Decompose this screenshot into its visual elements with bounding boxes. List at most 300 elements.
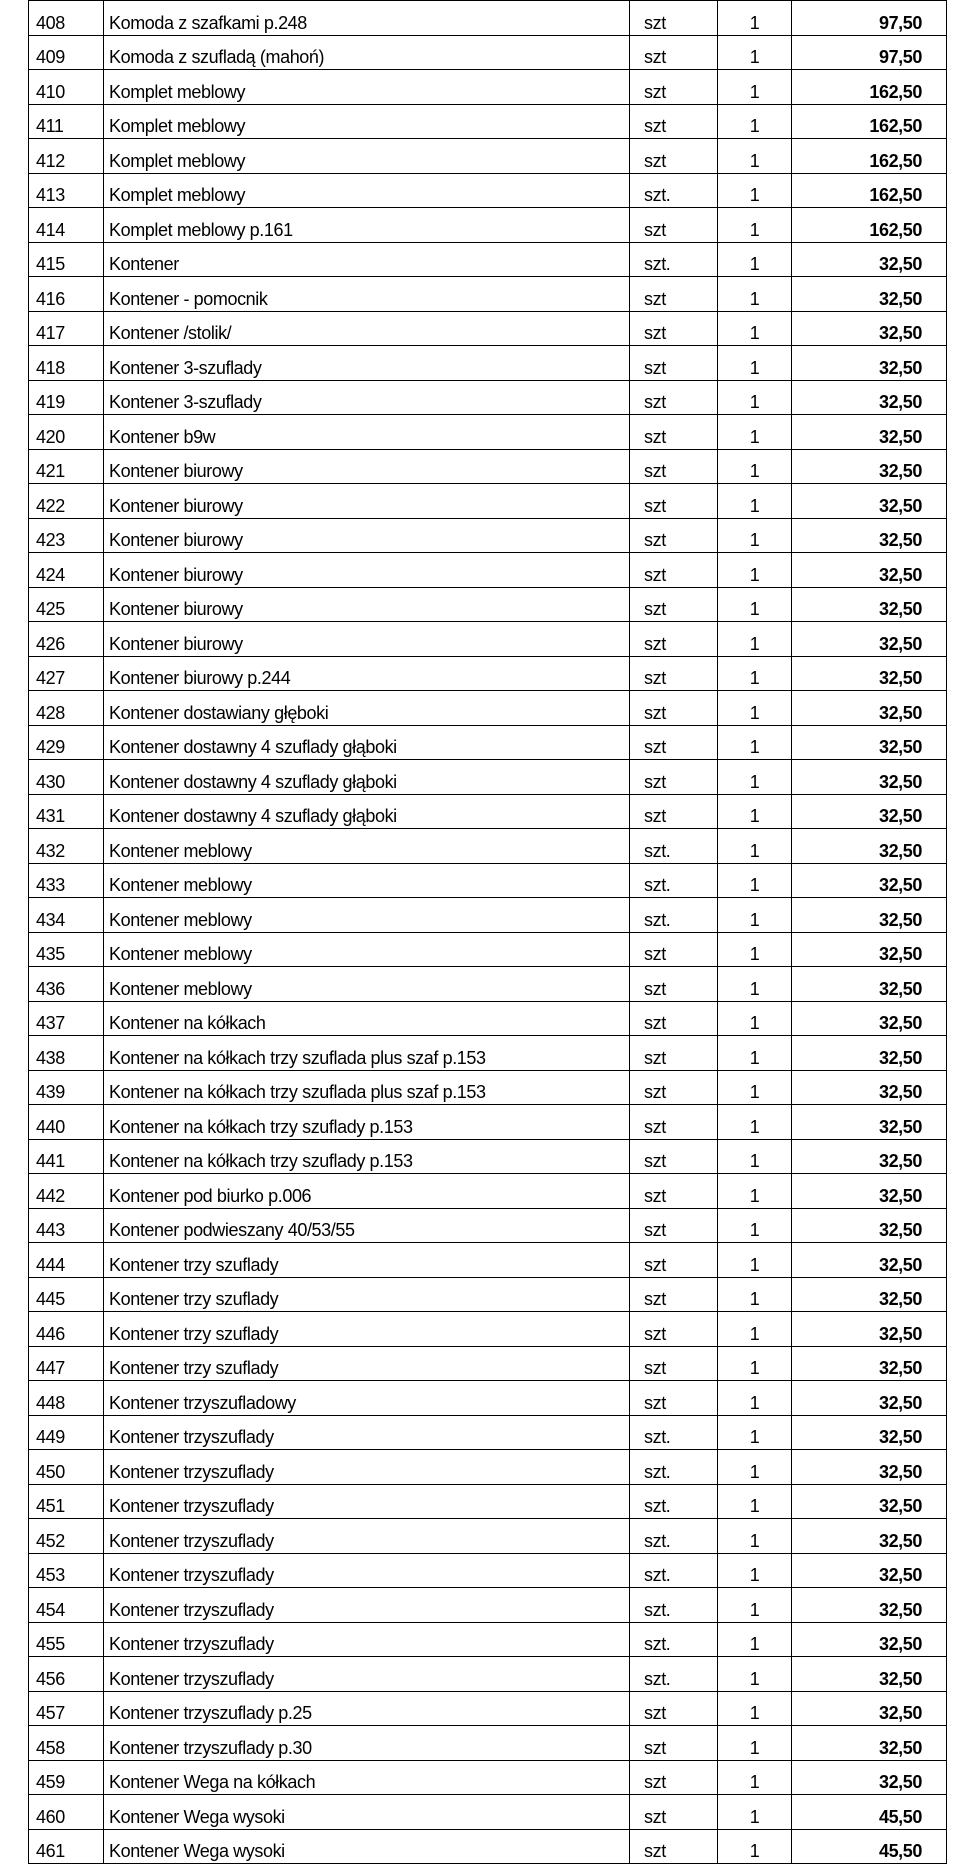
item-name-cell: Kontener trzy szuflady: [104, 1277, 630, 1312]
quantity-cell: 1: [718, 829, 792, 864]
price-cell: 32,50: [792, 967, 947, 1002]
quantity-cell: 1: [718, 1001, 792, 1036]
quantity-cell: 1: [718, 967, 792, 1002]
price-cell: 32,50: [792, 1760, 947, 1795]
table-row: [29, 622, 947, 657]
item-number-cell: 410: [29, 70, 104, 105]
unit-cell: szt: [630, 760, 718, 795]
table-row: [29, 1381, 947, 1416]
unit-cell: szt.: [630, 1415, 718, 1450]
item-number-cell: 428: [29, 691, 104, 726]
item-name-cell: Kontener trzyszuflady: [104, 1657, 630, 1692]
item-number-cell: 436: [29, 967, 104, 1002]
price-cell: 32,50: [792, 380, 947, 415]
item-number-cell: 437: [29, 1001, 104, 1036]
table-row: [29, 553, 947, 588]
unit-cell: szt.: [630, 1484, 718, 1519]
price-cell: 32,50: [792, 1346, 947, 1381]
item-name-cell: Kontener meblowy: [104, 898, 630, 933]
unit-cell: szt.: [630, 863, 718, 898]
unit-cell: szt: [630, 932, 718, 967]
unit-cell: szt: [630, 484, 718, 519]
price-cell: 32,50: [792, 1553, 947, 1588]
quantity-cell: 1: [718, 449, 792, 484]
unit-cell: szt.: [630, 1588, 718, 1623]
item-name-cell: Kontener trzy szuflady: [104, 1312, 630, 1347]
quantity-cell: 1: [718, 725, 792, 760]
table-row: [29, 484, 947, 519]
table-row: [29, 1588, 947, 1623]
item-name-cell: Kontener trzyszuflady p.30: [104, 1726, 630, 1761]
item-name-cell: Kontener dostawny 4 szuflady głąboki: [104, 725, 630, 760]
price-cell: 32,50: [792, 1657, 947, 1692]
table-row: [29, 1105, 947, 1140]
item-name-cell: Kontener meblowy: [104, 967, 630, 1002]
unit-cell: szt: [630, 311, 718, 346]
table-row: [29, 311, 947, 346]
table-row: [29, 415, 947, 450]
price-cell: 32,50: [792, 1277, 947, 1312]
item-name-cell: Komplet meblowy: [104, 70, 630, 105]
unit-cell: szt: [630, 1139, 718, 1174]
price-cell: 32,50: [792, 1588, 947, 1623]
quantity-cell: 1: [718, 1622, 792, 1657]
quantity-cell: 1: [718, 311, 792, 346]
price-cell: 32,50: [792, 863, 947, 898]
table-row: [29, 380, 947, 415]
table-row: [29, 1312, 947, 1347]
price-cell: 162,50: [792, 139, 947, 174]
item-number-cell: 414: [29, 208, 104, 243]
price-cell: 32,50: [792, 1484, 947, 1519]
item-name-cell: Kontener podwieszany 40/53/55: [104, 1208, 630, 1243]
item-number-cell: 442: [29, 1174, 104, 1209]
item-number-cell: 452: [29, 1519, 104, 1554]
price-cell: 97,50: [792, 35, 947, 70]
item-name-cell: Komplet meblowy: [104, 139, 630, 174]
quantity-cell: 1: [718, 863, 792, 898]
quantity-cell: 1: [718, 35, 792, 70]
price-cell: 32,50: [792, 1450, 947, 1485]
item-name-cell: Kontener biurowy: [104, 518, 630, 553]
price-cell: 162,50: [792, 208, 947, 243]
quantity-cell: 1: [718, 1691, 792, 1726]
quantity-cell: 1: [718, 1070, 792, 1105]
price-cell: 32,50: [792, 1312, 947, 1347]
unit-cell: szt: [630, 208, 718, 243]
price-cell: 32,50: [792, 1105, 947, 1140]
table-row: [29, 449, 947, 484]
item-name-cell: Kontener trzyszuflady: [104, 1519, 630, 1554]
quantity-cell: 1: [718, 1312, 792, 1347]
quantity-cell: 1: [718, 1105, 792, 1140]
price-cell: 32,50: [792, 932, 947, 967]
quantity-cell: 1: [718, 1553, 792, 1588]
item-number-cell: 420: [29, 415, 104, 450]
table-row: [29, 242, 947, 277]
price-cell: 32,50: [792, 656, 947, 691]
item-number-cell: 443: [29, 1208, 104, 1243]
table-row: [29, 1795, 947, 1830]
item-number-cell: 458: [29, 1726, 104, 1761]
quantity-cell: 1: [718, 484, 792, 519]
price-cell: 45,50: [792, 1829, 947, 1864]
item-name-cell: Komplet meblowy: [104, 104, 630, 139]
item-number-cell: 409: [29, 35, 104, 70]
quantity-cell: 1: [718, 1, 792, 36]
table-row: [29, 208, 947, 243]
unit-cell: szt.: [630, 1519, 718, 1554]
unit-cell: szt.: [630, 829, 718, 864]
quantity-cell: 1: [718, 1415, 792, 1450]
item-name-cell: Kontener meblowy: [104, 829, 630, 864]
item-number-cell: 423: [29, 518, 104, 553]
table-row: [29, 1519, 947, 1554]
price-cell: 32,50: [792, 1070, 947, 1105]
table-row: [29, 1726, 947, 1761]
unit-cell: szt: [630, 1208, 718, 1243]
quantity-cell: 1: [718, 1346, 792, 1381]
quantity-cell: 1: [718, 1795, 792, 1830]
item-number-cell: 457: [29, 1691, 104, 1726]
unit-cell: szt: [630, 449, 718, 484]
item-name-cell: Kontener trzyszuflady: [104, 1588, 630, 1623]
quantity-cell: 1: [718, 415, 792, 450]
item-number-cell: 460: [29, 1795, 104, 1830]
unit-cell: szt.: [630, 1622, 718, 1657]
item-name-cell: Kontener Wega wysoki: [104, 1795, 630, 1830]
item-name-cell: Kontener pod biurko p.006: [104, 1174, 630, 1209]
unit-cell: szt: [630, 139, 718, 174]
unit-cell: szt: [630, 622, 718, 657]
table-row: [29, 760, 947, 795]
item-number-cell: 418: [29, 346, 104, 381]
table-row: [29, 932, 947, 967]
price-cell: 32,50: [792, 1139, 947, 1174]
item-number-cell: 413: [29, 173, 104, 208]
item-name-cell: Kontener trzyszuflady p.25: [104, 1691, 630, 1726]
table-row: [29, 1277, 947, 1312]
price-cell: 162,50: [792, 104, 947, 139]
item-name-cell: Kontener Wega na kółkach: [104, 1760, 630, 1795]
table-row: [29, 1208, 947, 1243]
table-row: [29, 1484, 947, 1519]
unit-cell: szt: [630, 656, 718, 691]
quantity-cell: 1: [718, 1657, 792, 1692]
table-row: [29, 863, 947, 898]
unit-cell: szt.: [630, 898, 718, 933]
item-name-cell: Kontener na kółkach: [104, 1001, 630, 1036]
quantity-cell: 1: [718, 587, 792, 622]
item-name-cell: Kontener Wega wysoki: [104, 1829, 630, 1864]
item-name-cell: Kontener meblowy: [104, 863, 630, 898]
unit-cell: szt: [630, 1691, 718, 1726]
item-number-cell: 416: [29, 277, 104, 312]
price-cell: 97,50: [792, 1, 947, 36]
table-row: [29, 139, 947, 174]
quantity-cell: 1: [718, 139, 792, 174]
item-number-cell: 453: [29, 1553, 104, 1588]
quantity-cell: 1: [718, 70, 792, 105]
item-number-cell: 446: [29, 1312, 104, 1347]
quantity-cell: 1: [718, 277, 792, 312]
item-number-cell: 433: [29, 863, 104, 898]
quantity-cell: 1: [718, 1760, 792, 1795]
item-number-cell: 459: [29, 1760, 104, 1795]
quantity-cell: 1: [718, 1484, 792, 1519]
unit-cell: szt: [630, 1795, 718, 1830]
price-cell: 32,50: [792, 898, 947, 933]
item-name-cell: Kontener b9w: [104, 415, 630, 450]
quantity-cell: 1: [718, 1588, 792, 1623]
unit-cell: szt: [630, 104, 718, 139]
item-name-cell: Kontener 3-szuflady: [104, 380, 630, 415]
table-row: [29, 1553, 947, 1588]
item-number-cell: 438: [29, 1036, 104, 1071]
unit-cell: szt: [630, 1381, 718, 1416]
table-row: [29, 725, 947, 760]
item-name-cell: Kontener dostawiany głęboki: [104, 691, 630, 726]
item-number-cell: 415: [29, 242, 104, 277]
price-cell: 32,50: [792, 1001, 947, 1036]
unit-cell: szt: [630, 1001, 718, 1036]
table-row: [29, 1243, 947, 1278]
price-cell: 32,50: [792, 1174, 947, 1209]
item-number-cell: 425: [29, 587, 104, 622]
price-cell: 32,50: [792, 449, 947, 484]
table-row: [29, 1001, 947, 1036]
table-row: [29, 346, 947, 381]
item-number-cell: 447: [29, 1346, 104, 1381]
item-number-cell: 450: [29, 1450, 104, 1485]
quantity-cell: 1: [718, 898, 792, 933]
table-row: [29, 967, 947, 1002]
table-row: [29, 1139, 947, 1174]
item-name-cell: Kontener meblowy: [104, 932, 630, 967]
unit-cell: szt: [630, 691, 718, 726]
item-name-cell: Kontener trzy szuflady: [104, 1346, 630, 1381]
price-cell: 32,50: [792, 311, 947, 346]
item-number-cell: 456: [29, 1657, 104, 1692]
item-name-cell: Kontener na kółkach trzy szuflady p.153: [104, 1139, 630, 1174]
unit-cell: szt.: [630, 173, 718, 208]
price-cell: 32,50: [792, 1208, 947, 1243]
table-row: [29, 1036, 947, 1071]
quantity-cell: 1: [718, 760, 792, 795]
price-cell: 32,50: [792, 829, 947, 864]
price-cell: 162,50: [792, 70, 947, 105]
price-cell: 32,50: [792, 1243, 947, 1278]
quantity-cell: 1: [718, 1036, 792, 1071]
item-name-cell: Kontener na kółkach trzy szuflada plus szaf p.153: [104, 1070, 630, 1105]
table-row: [29, 173, 947, 208]
item-number-cell: 431: [29, 794, 104, 829]
price-cell: 32,50: [792, 242, 947, 277]
item-number-cell: 454: [29, 1588, 104, 1623]
quantity-cell: 1: [718, 380, 792, 415]
unit-cell: szt: [630, 967, 718, 1002]
item-name-cell: Kontener biurowy: [104, 449, 630, 484]
item-number-cell: 440: [29, 1105, 104, 1140]
table-row: [29, 898, 947, 933]
quantity-cell: 1: [718, 691, 792, 726]
price-cell: 32,50: [792, 760, 947, 795]
price-cell: 32,50: [792, 1622, 947, 1657]
price-cell: 32,50: [792, 1519, 947, 1554]
unit-cell: szt: [630, 794, 718, 829]
item-number-cell: 435: [29, 932, 104, 967]
item-name-cell: Kontener /stolik/: [104, 311, 630, 346]
quantity-cell: 1: [718, 1277, 792, 1312]
table-row: [29, 1829, 947, 1864]
unit-cell: szt: [630, 1036, 718, 1071]
item-name-cell: Kontener trzyszuflady: [104, 1450, 630, 1485]
quantity-cell: 1: [718, 104, 792, 139]
unit-cell: szt.: [630, 242, 718, 277]
item-name-cell: Kontener dostawny 4 szuflady głąboki: [104, 760, 630, 795]
unit-cell: szt: [630, 1346, 718, 1381]
unit-cell: szt: [630, 380, 718, 415]
item-number-cell: 427: [29, 656, 104, 691]
table-row: [29, 1070, 947, 1105]
price-cell: 32,50: [792, 725, 947, 760]
table-row: [29, 1346, 947, 1381]
item-name-cell: Kontener biurowy: [104, 587, 630, 622]
unit-cell: szt: [630, 725, 718, 760]
price-list-table: [28, 0, 947, 1864]
quantity-cell: 1: [718, 518, 792, 553]
item-number-cell: 434: [29, 898, 104, 933]
quantity-cell: 1: [718, 1174, 792, 1209]
price-cell: 32,50: [792, 1381, 947, 1416]
unit-cell: szt: [630, 277, 718, 312]
quantity-cell: 1: [718, 1208, 792, 1243]
price-cell: 32,50: [792, 346, 947, 381]
table-row: [29, 1657, 947, 1692]
unit-cell: szt: [630, 1312, 718, 1347]
item-name-cell: Kontener: [104, 242, 630, 277]
item-name-cell: Kontener trzyszuflady: [104, 1484, 630, 1519]
item-name-cell: Komplet meblowy: [104, 173, 630, 208]
item-name-cell: Komoda z szafkami p.248: [104, 1, 630, 36]
table-row: [29, 829, 947, 864]
item-number-cell: 422: [29, 484, 104, 519]
price-cell: 32,50: [792, 415, 947, 450]
table-row: [29, 1174, 947, 1209]
item-number-cell: 419: [29, 380, 104, 415]
quantity-cell: 1: [718, 1381, 792, 1416]
item-number-cell: 429: [29, 725, 104, 760]
price-cell: 45,50: [792, 1795, 947, 1830]
table-row: [29, 691, 947, 726]
table-row: [29, 1622, 947, 1657]
item-number-cell: 451: [29, 1484, 104, 1519]
quantity-cell: 1: [718, 208, 792, 243]
quantity-cell: 1: [718, 1726, 792, 1761]
table-row: [29, 656, 947, 691]
item-name-cell: Kontener trzy szuflady: [104, 1243, 630, 1278]
item-number-cell: 449: [29, 1415, 104, 1450]
unit-cell: szt: [630, 1105, 718, 1140]
item-name-cell: Kontener dostawny 4 szuflady głąboki: [104, 794, 630, 829]
quantity-cell: 1: [718, 1519, 792, 1554]
item-number-cell: 439: [29, 1070, 104, 1105]
item-number-cell: 412: [29, 139, 104, 174]
item-name-cell: Kontener 3-szuflady: [104, 346, 630, 381]
price-cell: 32,50: [792, 1415, 947, 1450]
table-row: [29, 518, 947, 553]
quantity-cell: 1: [718, 794, 792, 829]
price-cell: 32,50: [792, 518, 947, 553]
price-cell: 32,50: [792, 553, 947, 588]
quantity-cell: 1: [718, 1450, 792, 1485]
table-row: [29, 1415, 947, 1450]
quantity-cell: 1: [718, 242, 792, 277]
item-name-cell: Kontener - pomocnik: [104, 277, 630, 312]
item-number-cell: 441: [29, 1139, 104, 1174]
item-number-cell: 430: [29, 760, 104, 795]
table-row: [29, 794, 947, 829]
unit-cell: szt.: [630, 1450, 718, 1485]
item-name-cell: Kontener trzyszuflady: [104, 1553, 630, 1588]
quantity-cell: 1: [718, 173, 792, 208]
item-name-cell: Kontener biurowy: [104, 622, 630, 657]
table-row: [29, 1760, 947, 1795]
table-row: [29, 277, 947, 312]
unit-cell: szt.: [630, 1553, 718, 1588]
price-list-body: [29, 1, 947, 1864]
item-name-cell: Kontener trzyszuflady: [104, 1415, 630, 1450]
unit-cell: szt: [630, 1070, 718, 1105]
price-cell: 32,50: [792, 691, 947, 726]
item-number-cell: 424: [29, 553, 104, 588]
item-name-cell: Komoda z szufladą (mahoń): [104, 35, 630, 70]
price-cell: 32,50: [792, 484, 947, 519]
item-name-cell: Kontener biurowy p.244: [104, 656, 630, 691]
item-number-cell: 426: [29, 622, 104, 657]
unit-cell: szt: [630, 1726, 718, 1761]
unit-cell: szt: [630, 553, 718, 588]
price-cell: 32,50: [792, 1726, 947, 1761]
unit-cell: szt: [630, 346, 718, 381]
item-number-cell: 455: [29, 1622, 104, 1657]
quantity-cell: 1: [718, 346, 792, 381]
item-name-cell: Kontener na kółkach trzy szuflady p.153: [104, 1105, 630, 1140]
unit-cell: szt: [630, 1760, 718, 1795]
item-name-cell: Kontener biurowy: [104, 484, 630, 519]
quantity-cell: 1: [718, 1829, 792, 1864]
item-number-cell: 417: [29, 311, 104, 346]
item-number-cell: 411: [29, 104, 104, 139]
table-row: [29, 70, 947, 105]
price-cell: 162,50: [792, 173, 947, 208]
item-number-cell: 408: [29, 1, 104, 36]
price-cell: 32,50: [792, 1036, 947, 1071]
price-cell: 32,50: [792, 794, 947, 829]
quantity-cell: 1: [718, 622, 792, 657]
unit-cell: szt: [630, 1, 718, 36]
quantity-cell: 1: [718, 553, 792, 588]
table-row: [29, 1, 947, 36]
item-name-cell: Kontener trzyszufladowy: [104, 1381, 630, 1416]
unit-cell: szt: [630, 1277, 718, 1312]
table-row: [29, 1450, 947, 1485]
item-number-cell: 445: [29, 1277, 104, 1312]
unit-cell: szt: [630, 1174, 718, 1209]
table-row: [29, 1691, 947, 1726]
table-row: [29, 587, 947, 622]
unit-cell: szt: [630, 518, 718, 553]
